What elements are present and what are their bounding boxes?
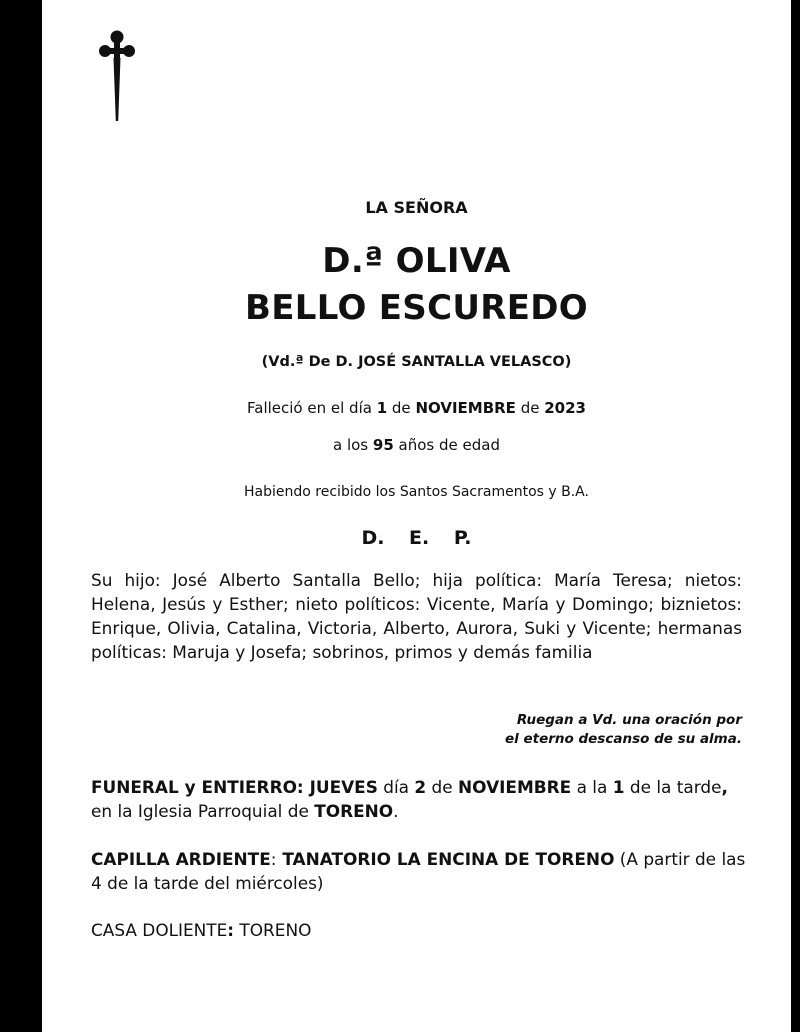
dep-initials: D. E. P.	[361, 527, 472, 549]
name-line-2: BELLO ESCUREDO	[244, 288, 588, 328]
prayer-request	[342, 711, 742, 749]
title-la-senora: LA SEÑORA	[365, 198, 468, 217]
age-at-death: a los 95 años de edad	[333, 436, 500, 454]
obituary-card	[42, 0, 791, 1032]
chapel-info: CAPILLA ARDIENTE: TANATORIO LA ENCINA DE TORENO (A partir de las 4 de la tarde del miércoles)	[91, 849, 746, 893]
family-list: Su hijo: José Alberto Santalla Bello; hija política: María Teresa; nietos: Helena, Jesús y Esther; nieto políticos: Vicente, María y Domingo; biznietos: Enrique, Olivia, Catalina, Victoria, Alberto, Aurora, Suki y Vicente; hermanas políticas: Maruja y Josefa; sobrinos, primos y demás familia	[91, 570, 742, 662]
prayer-line-1: Ruegan a Vd. una oración por	[516, 712, 742, 728]
sacraments-note: Habiendo recibido los Santos Sacramentos y B.A.	[244, 484, 589, 500]
name-line-1: D.ª OLIVA	[322, 241, 511, 281]
death-date: Falleció en el día 1 de NOVIEMBRE de 2023	[247, 399, 586, 417]
widow-of: (Vd.ª De D. JOSÉ SANTALLA VELASCO)	[261, 354, 572, 370]
cross-icon	[97, 28, 137, 124]
deceased-name	[42, 238, 791, 332]
funeral-info: FUNERAL y ENTIERRO: JUEVES día 2 de NOVIEMBRE a la 1 de la tarde, en la Iglesia Parroquial de TORENO.	[91, 777, 728, 821]
prayer-line-2: el eterno descanso de su alma.	[505, 731, 742, 747]
mourning-house: CASA DOLIENTE: TORENO	[91, 920, 312, 940]
